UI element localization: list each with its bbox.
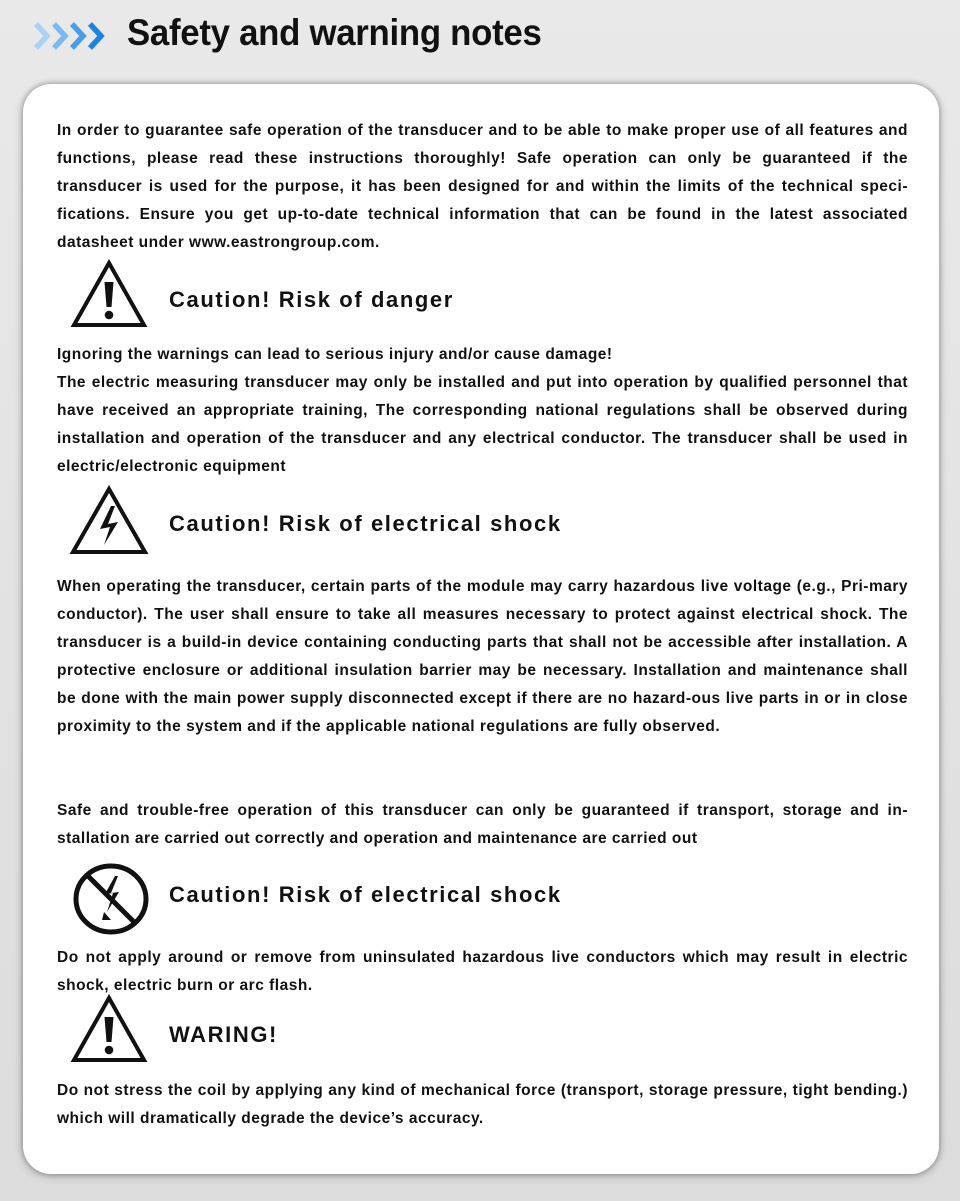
- page-title: Safety and warning notes: [127, 12, 542, 53]
- warning-paragraph: Do not stress the coil by applying any kind of mechanical force (transport, storage pressure, tight bending.) which will dramatically degrade the device’s accuracy.: [57, 1082, 908, 1127]
- section-heading-shock: Caution! Risk of electrical shock: [169, 511, 562, 536]
- section-heading-no-apply: Caution! Risk of electrical shock: [169, 882, 562, 907]
- high-voltage-triangle-icon: [69, 485, 149, 556]
- intro-paragraph: In order to guarantee safe operation of the transducer and to be able to make proper use of all features and functions, please read these instructions thoroughly! Safe operation can only be guaranteed if the transducer is used for the purpose, it has been designed for and within the limits of the technical speci-fications. Ensure you get up-to-date technical information that can be found in the latest associated datasheet under www.eastrongroup.com.: [57, 122, 908, 251]
- section-heading-warning: WARING!: [169, 1022, 278, 1047]
- safe-operation-paragraph: Safe and trouble-free operation of this transducer can only be guaranteed if transport, storage and in-stallation are carried out correctly and operation and maintenance are carried out: [57, 802, 908, 847]
- page-header: [0, 0, 960, 72]
- shock-paragraph: When operating the transducer, certain parts of the module may carry hazardous live voltage (e.g., Pri-mary conductor). The user shall ensure to take all measures necessary to protect against electrical shock. The transducer is a build-in device containing conducting parts that shall not be accessible after installation. A protective enclosure or additional insulation barrier may be necessary. Installation and maintenance shall be done with the main power supply disconnected except if there are no hazard-ous live parts in or in close proximity to the system and if the applicable national regulations are fully observed.: [57, 578, 908, 735]
- warning-triangle-icon: [70, 994, 148, 1064]
- no-apply-paragraph: Do not apply around or remove from uninsulated hazardous live conductors which may result in electric shock, electric burn or arc flash.: [57, 949, 908, 994]
- warning-triangle-icon: [70, 259, 148, 329]
- chevrons-icon: [32, 20, 112, 52]
- danger-warning-line: Ignoring the warnings can lead to serious injury and/or cause damage!: [57, 346, 613, 363]
- no-live-conductor-icon: [71, 862, 151, 936]
- section-heading-danger: Caution! Risk of danger: [169, 287, 454, 312]
- danger-paragraph: The electric measuring transducer may only be installed and put into operation by qualified personnel that have received an appropriate training, The corresponding national regulations shall be observed during installation and operation of the transducer and any electrical conductor. The transducer shall be used in electric/electronic equipment: [57, 374, 908, 475]
